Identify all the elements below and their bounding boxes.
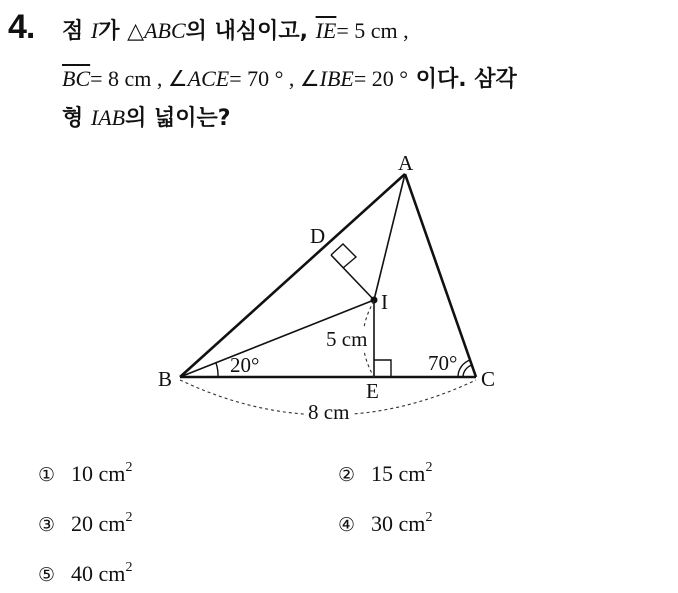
choice-1[interactable] [38, 460, 132, 487]
choice-4-exponent: 2 [425, 510, 433, 525]
right-angle-mark-e [374, 360, 391, 377]
label-bc-length: 8 cm [308, 400, 350, 424]
choice-5-number: ⑤ [38, 564, 56, 586]
side-ac [405, 174, 476, 377]
angle-arc-c-inner [463, 365, 472, 377]
q2-text-g: 이다. 삼각 [408, 67, 517, 92]
choice-4-number: ④ [338, 514, 356, 536]
choice-3[interactable] [38, 510, 132, 537]
choice-5-value: 40 cm [71, 561, 126, 586]
label-b: B [158, 367, 173, 391]
q1-var-i: I [90, 18, 99, 43]
choice-1-exponent: 2 [125, 460, 133, 475]
choice-2[interactable] [338, 460, 432, 487]
choice-4-value: 30 cm [371, 511, 426, 536]
q2-angle-ace: ACE [187, 66, 230, 91]
label-d: D [310, 224, 326, 248]
segment-ai [374, 174, 405, 300]
choice-3-exponent: 2 [125, 510, 133, 525]
choice-5-exponent: 2 [125, 560, 133, 575]
q3-triangle-iab: IAB [90, 105, 126, 130]
q1-text-c: 가 △ [98, 19, 145, 44]
label-ie-length: 5 cm [326, 327, 368, 351]
q1-text-e: 의 내심이고, [185, 19, 316, 44]
choice-1-number: ① [38, 464, 56, 486]
choice-3-number: ③ [38, 514, 56, 536]
label-a: A [398, 151, 414, 175]
choice-2-number: ② [338, 464, 356, 486]
right-angle-mark-d [331, 244, 356, 268]
q2-ace-value: = 70 ° , ∠ [229, 66, 320, 91]
q1-text-a: 점 [62, 19, 91, 44]
q3-text-a: 형 [62, 106, 91, 131]
label-angle-b: 20° [230, 353, 260, 377]
q2-segment-bc: $\overline{BC}$ [62, 66, 91, 91]
question-number: 4. [8, 8, 35, 46]
q1-segment-ie: $\overline{IE}$ [315, 18, 337, 43]
choice-1-value: 10 cm [71, 461, 126, 486]
q2-angle-ibe: IBE [319, 66, 354, 91]
label-i: I [381, 290, 388, 314]
incenter-point [371, 297, 378, 304]
label-e: E [366, 379, 379, 403]
q1-ie-value: = 5 cm , [336, 18, 409, 43]
q1-triangle-abc: ABC [144, 18, 186, 43]
q3-text-c: 의 넓이는? [125, 106, 231, 131]
choice-4[interactable] [338, 510, 432, 537]
q2-bc-value: = 8 cm , ∠ [90, 66, 188, 91]
choice-2-exponent: 2 [425, 460, 433, 475]
choice-5[interactable] [38, 560, 132, 587]
label-angle-c: 70° [428, 351, 458, 375]
choice-2-value: 15 cm [371, 461, 426, 486]
q2-ibe-value: = 20 ° [353, 66, 409, 91]
segment-id [331, 255, 374, 300]
choice-3-value: 20 cm [71, 511, 126, 536]
angle-arc-b [216, 363, 218, 377]
label-c: C [481, 367, 496, 391]
